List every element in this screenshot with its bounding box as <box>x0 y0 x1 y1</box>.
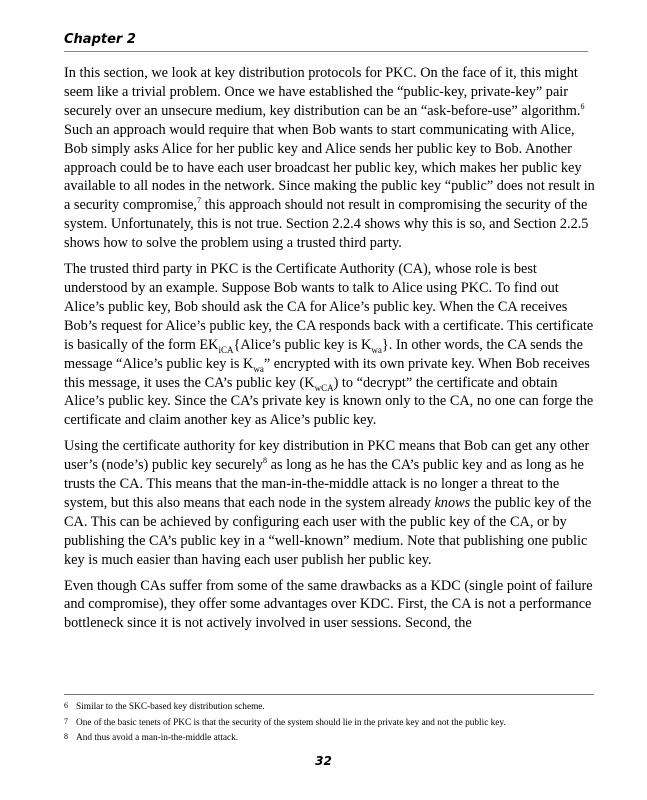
footnotes <box>64 694 594 746</box>
paragraph-3: Using the certificate authority for key distribution in PKC means that Bob can get any other user’s (node’s) public key securely$^8$ as long as he has the CA’s public key and as long as he trusts the CA. This means that the man-in-the-middle attack is no longer a threat to the system, but this also means that each node in the system already knows the public key of the CA. This can be achieved by configuring each user with the public key of the CA, or by publishing the CA’s public key in a “well-known” medium. Note that publishing one public key is much easier than having each user publish her public key. <box>64 438 592 568</box>
footnote-8: 8 And thus avoid a man-in-the-middle attack. <box>64 732 239 743</box>
body-text <box>64 64 598 640</box>
page-number: 32 <box>315 754 332 768</box>
footnote-6: 6 Similar to the SKC-based key distribution scheme. <box>64 701 265 712</box>
footnote-7: 7 One of the basic tenets of PKC is that the security of the system should lie in the private key and not the public key. <box>64 716 506 728</box>
footnote-ref-6: 6 <box>580 102 585 112</box>
chapter-title: Chapter 2 <box>64 32 136 47</box>
paragraph-4: Even though CAs suffer from some of the same drawbacks as a KDC (single point of failure and compromise), they offer some advantages over KDC. First, the CA is not a performance bottleneck since it is not actively involved in user sessions. Second, the <box>64 577 593 632</box>
paragraph-2: The trusted third party in PKC is the Certificate Authority (CA), whose role is best understood by an example. Suppose Bob wants to talk to Alice using PKC. To find out Alice’s public key, Bob should ask the CA for Alice’s public key. When the CA receives Bob’s request for Alice’s public key, the CA responds back with a certificate. This certificate is basically of the form $EK_{iCA}\{Alice’s$ public key is $K_{wa}$}. In other words, the CA sends the message “Alice’s public key is $K_{wa}$” encrypted with its own private key. When Bob receives this message, it uses the CA’s public key $(K_{wCA})$ to “decrypt” the certificate and obtain Alice’s public key. Since the CA’s private key is known only to the CA, no one can forge the certificate and claim another key as Alice’s public key. <box>64 261 594 429</box>
running-header <box>64 32 588 52</box>
footnote-ref-7: 7 <box>197 196 202 206</box>
paragraph-1: In this section, we look at key distribution protocols for PKC. On the face of it, this might seem like a trivial problem. Once we have established the “public-key, private-key” pair securely over an unsecure medium, key distribution can be an “ask-before-use” algorithm.$^6$ Such an approach would require that when Bob wants to start communicating with Alice, Bob simply asks Alice for her public key and Alice sends her public key to Bob. Another approach could be to have each user broadcast her public key, which makes her public key available to all nodes in the network. Since making the public key “public” does not result in a security compromise,$^7$ this approach should not result in compromising the security of the system. Unfortunately, this is not true. Section 2.2.4 shows why this is so, and Section 2.2.5 shows how to solve the problem using a trusted third party. <box>64 65 595 252</box>
footnote-ref-8: 8 <box>263 456 268 466</box>
